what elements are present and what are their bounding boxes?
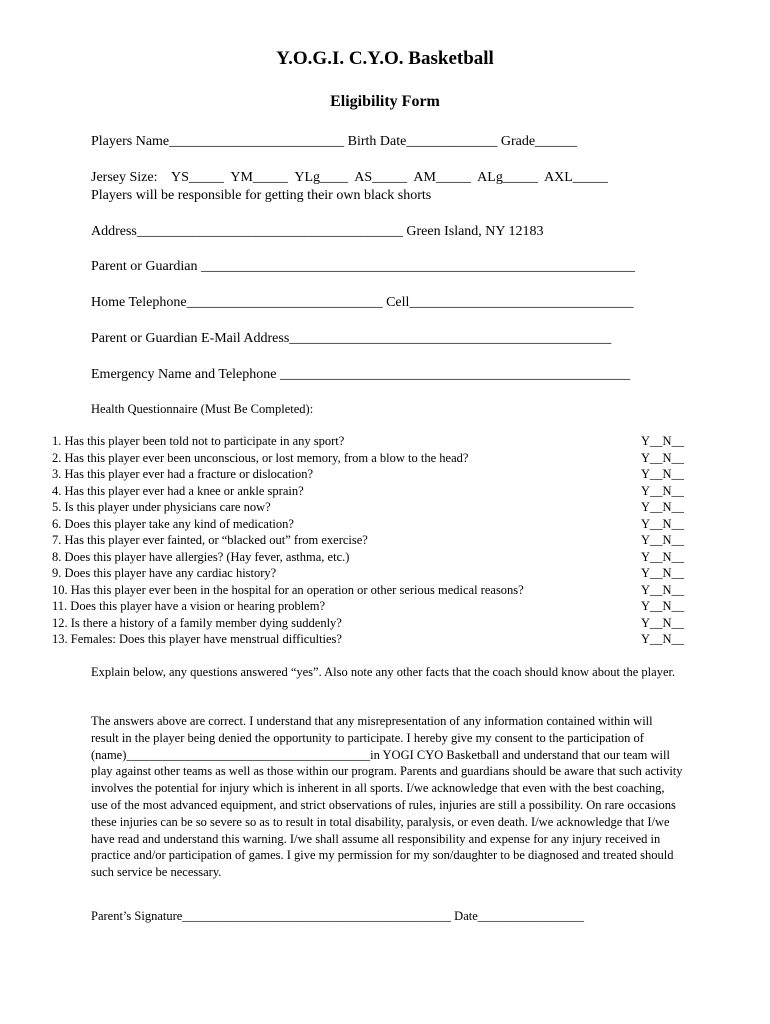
question-item: 3. Has this player ever had a fracture or dislocation? bbox=[52, 467, 314, 481]
question-item: 8. Does this player have allergies? (Hay fever, asthma, etc.) bbox=[52, 549, 350, 564]
yes-no-field[interactable]: Y__N__ bbox=[641, 450, 685, 465]
explain-paragraph: Explain below, any questions answered “yes”. Also note any other facts that the coach should know about the player. bbox=[91, 665, 676, 679]
emergency-line[interactable]: Emergency Name and Telephone __________________________________________________ bbox=[91, 367, 630, 382]
shorts-note: Players will be responsible for getting their own black shorts bbox=[91, 188, 432, 203]
question-item: 5. Is this player under physicians care now? bbox=[52, 500, 271, 514]
question-item: 7. Has this player ever fainted, or “blacked out” from exercise? bbox=[52, 533, 368, 547]
form-title: Y.O.G.I. C.Y.O. Basketball bbox=[276, 48, 494, 69]
yes-no-field[interactable]: Y__N__ bbox=[641, 549, 685, 564]
yes-no-field[interactable]: Y__N__ bbox=[641, 533, 685, 547]
question-item: 11. Does this player have a vision or hearing problem? bbox=[52, 599, 326, 613]
yes-no-field[interactable]: Y__N__ bbox=[641, 615, 685, 630]
home-telephone-line[interactable]: Home Telephone____________________________ Cell________________________________ bbox=[91, 295, 634, 310]
question-item: 2. Has this player ever been unconscious, or lost memory, from a blow to the head? bbox=[52, 450, 469, 465]
health-heading: Health Questionnaire (Must Be Completed): bbox=[91, 402, 314, 416]
question-item: 13. Females: Does this player have menstrual difficulties? bbox=[52, 632, 342, 646]
question-item: 9. Does this player have any cardiac history? bbox=[52, 566, 277, 580]
yes-no-field[interactable]: Y__N__ bbox=[641, 483, 685, 498]
players-name-line[interactable]: Players Name_________________________ Birth Date_____________ Grade______ bbox=[91, 134, 578, 149]
question-item: 6. Does this player take any kind of medication? bbox=[52, 516, 294, 531]
yes-no-field[interactable]: Y__N__ bbox=[641, 516, 685, 531]
question-item: 1. Has this player been told not to participate in any sport? bbox=[52, 434, 345, 448]
yes-no-field[interactable]: Y__N__ bbox=[641, 467, 685, 481]
yes-no-field[interactable]: Y__N__ bbox=[641, 566, 685, 580]
question-item: 10. Has this player ever been in the hospital for an operation or other serious medical reasons? bbox=[52, 582, 524, 597]
yes-no-field[interactable]: Y__N__ bbox=[641, 434, 685, 448]
question-item: 12. Is there a history of a family member dying suddenly? bbox=[52, 615, 342, 630]
parent-guardian-line[interactable]: Parent or Guardian ______________________________________________________________ bbox=[91, 259, 636, 274]
jersey-size-line[interactable]: Jersey Size: YS_____ YM_____ YLg____ AS_____ AM_____ ALg_____ AXL_____ bbox=[91, 170, 608, 185]
signature-line[interactable]: Parent’s Signature___________________________________________ Date_________________ bbox=[91, 909, 585, 923]
form-subtitle: Eligibility Form bbox=[330, 93, 440, 110]
yes-no-field[interactable]: Y__N__ bbox=[641, 632, 685, 646]
yes-no-field[interactable]: Y__N__ bbox=[641, 582, 685, 597]
consent-paragraph: The answers above are correct. I understand that any misrepresentation of any information contained within will result in the player being denied the opportunity to participate. I hereby give my consent to the participation of (name)_______________________________________in YOGI CYO Basketball and understand that our team will play against other teams as well as those within our program. Parents and guardians should be aware that such activity involves the potential for injury which is inherent in all sports. I/we acknowledge that even with the best coaching, use of the most advanced equipment, and strict observations of rules, injuries are still a possibility. On rare occasions these injuries can be so severe so as to result in total disability, paralysis, or even death. I/we acknowledge that I/we have read and understand this warning. I/we shall assume all responsibility and expense for any injury received in practice and/or participation of games. I give my permission for my son/daughter to be diagnosed and treated should such service be necessary. bbox=[91, 714, 683, 880]
yes-no-field[interactable]: Y__N__ bbox=[641, 500, 685, 514]
address-line[interactable]: Address______________________________________ Green Island, NY 12183 bbox=[91, 224, 544, 239]
yes-no-field[interactable]: Y__N__ bbox=[641, 599, 685, 613]
question-item: 4. Has this player ever had a knee or ankle sprain? bbox=[52, 483, 304, 498]
parent-email-line[interactable]: Parent or Guardian E-Mail Address______________________________________________ bbox=[91, 331, 612, 346]
